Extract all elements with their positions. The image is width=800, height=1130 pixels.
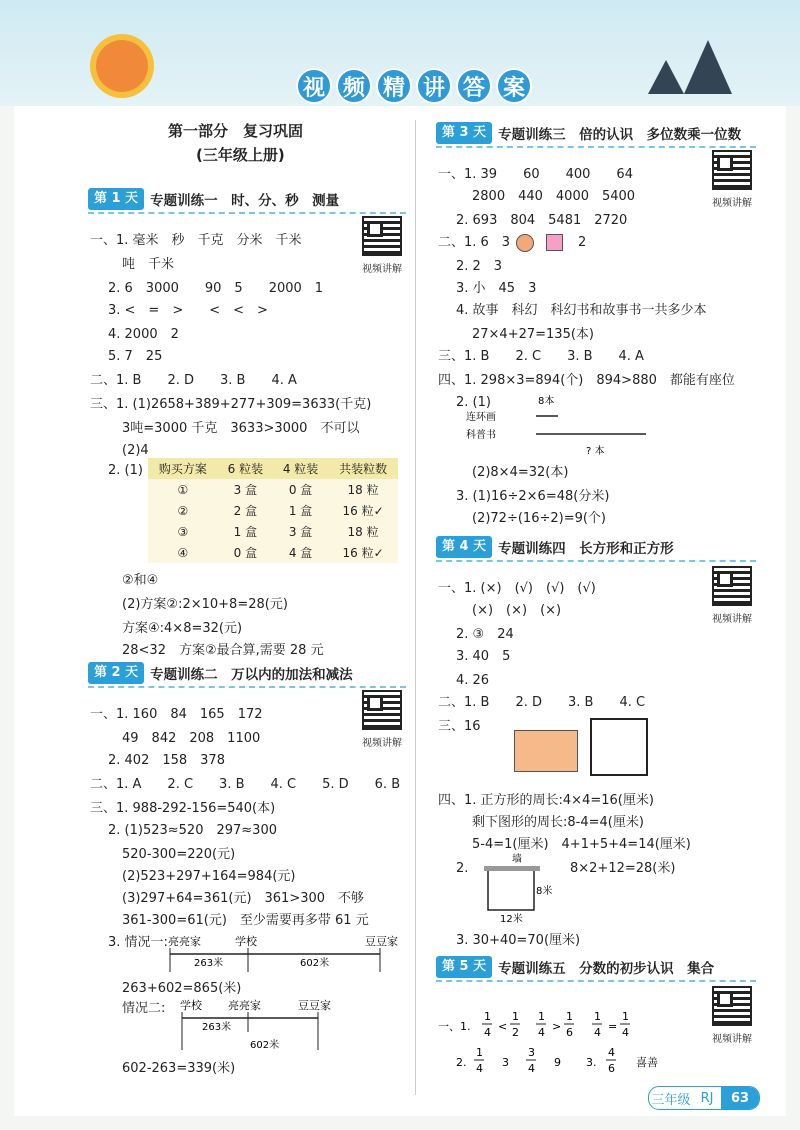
- qr-label: 视频讲解: [712, 614, 752, 625]
- place-label: 豆豆家: [365, 935, 398, 948]
- answer-line: 3吨=3000 千克 3633>3000 不可以: [122, 421, 360, 436]
- compare-sign: <: [498, 1020, 508, 1033]
- answer-line: 二、1. B 2. D 3. B 4. C: [438, 695, 646, 710]
- table-cell: ②: [177, 503, 189, 518]
- table-cell: ③: [177, 524, 189, 539]
- table-cell: 18 粒: [347, 483, 379, 497]
- tree-illustration: [684, 40, 732, 94]
- fence-outline: [488, 871, 534, 910]
- answer-line: 3. 40 5: [456, 649, 511, 664]
- table-cell: 18 粒: [347, 525, 379, 539]
- distance-label: 602米: [250, 1040, 280, 1051]
- diagram-label: 8米: [536, 886, 553, 897]
- bar-diagram: [466, 392, 666, 458]
- denominator: 4: [622, 1026, 629, 1039]
- answer-lead: 3.: [586, 1056, 597, 1069]
- answer-line: (3)297+64=361(元) 361>300 不够: [122, 891, 365, 906]
- denominator: 4: [538, 1026, 545, 1039]
- answer-line: 4. 2000 2: [108, 327, 179, 342]
- answer-line: 602-263=339(米): [122, 1061, 236, 1076]
- answer-line: 4. 故事 科幻 科幻书和故事书一共多少本: [456, 303, 707, 318]
- section-rule: [436, 980, 756, 982]
- answer-line: 情况二:: [122, 1001, 166, 1016]
- table-header: 共装粒数: [328, 458, 398, 479]
- day-badge: 第 5 天: [436, 956, 492, 978]
- section-rule: [436, 146, 756, 148]
- answer-lead: 一、1.: [438, 1020, 471, 1033]
- title-char: 答: [456, 68, 492, 104]
- day-badge: 第 3 天: [436, 122, 492, 144]
- denominator: 2: [512, 1026, 519, 1039]
- day-badge: 第 2 天: [88, 662, 144, 684]
- section-title: 专题训练四 长方形和正方形: [498, 541, 674, 557]
- qr-code-icon[interactable]: [362, 216, 402, 256]
- answer-line: 2800 440 4000 5400: [472, 189, 636, 204]
- answer-line: 2. (1): [108, 463, 143, 478]
- table-header-row: [148, 458, 398, 479]
- distance-label: 602米: [300, 958, 330, 969]
- answer-line: 2. (1): [456, 395, 491, 410]
- place-label: 学校: [180, 999, 202, 1012]
- denominator: 4: [476, 1062, 483, 1075]
- answer-value: 喜善: [636, 1056, 658, 1069]
- answer-line: 5. 7 25: [108, 349, 163, 364]
- table-header: 4 粒装: [273, 458, 328, 479]
- table-cell: 0 盒: [288, 483, 313, 497]
- table-header: 购买方案: [148, 458, 218, 479]
- table-cell: 3 盒: [288, 525, 313, 539]
- column-divider: [415, 120, 416, 1095]
- table-cell: 16 粒✓: [342, 546, 384, 560]
- wall-diagram: [478, 852, 568, 924]
- answer-line: (2)8×4=32(本): [472, 465, 569, 480]
- section-title: 专题训练一 时、分、秒 测量: [150, 193, 340, 209]
- denominator: 6: [608, 1062, 615, 1075]
- answer-line: 三、1. B 2. C 3. B 4. A: [438, 349, 644, 364]
- diagram-label: 12米: [500, 914, 523, 924]
- title-char: 案: [496, 68, 532, 104]
- answer-line: 一、1. 39 60 400 64: [438, 167, 633, 182]
- qr-label: 视频讲解: [712, 198, 752, 209]
- table-cell: 2 盒: [233, 504, 258, 518]
- table-row: [148, 479, 398, 500]
- table-row: [148, 500, 398, 521]
- section-rule: [88, 686, 406, 688]
- day1-header: [88, 188, 339, 210]
- denominator: 6: [566, 1026, 573, 1039]
- circle-shape: [516, 234, 534, 252]
- answer-line: 三、1. (1)2658+389+277+309=3633(千克): [90, 397, 372, 412]
- table-cell: 1 盒: [288, 504, 313, 518]
- section-rule: [436, 560, 756, 562]
- part-title: 第一部分 复习巩固: [168, 122, 304, 140]
- table-cell: 16 粒✓: [342, 504, 384, 518]
- day3-header: [436, 122, 741, 144]
- answer-line: 3. < = > < < >: [108, 303, 268, 318]
- grade-label: 三年级: [651, 1092, 691, 1108]
- diagram-label: 8本: [538, 396, 555, 407]
- table-cell: 4 盒: [288, 546, 313, 560]
- title-char: 视: [296, 68, 332, 104]
- answer-line: 28<32 方案②最合算,需要 28 元: [122, 643, 324, 658]
- section-title: 专题训练三 倍的认识 多位数乘一位数: [498, 127, 742, 143]
- table-row: [148, 542, 398, 563]
- banner-title: [296, 68, 532, 104]
- answer-line: 3. (1)16÷2×6=48(分米): [456, 489, 610, 504]
- qr-label: 视频讲解: [362, 264, 402, 275]
- numerator: 4: [608, 1046, 615, 1059]
- table-cell: ④: [177, 545, 189, 560]
- purchase-table: [148, 458, 398, 563]
- numerator: 1: [538, 1010, 545, 1023]
- answer-line: 2. 2 3: [456, 259, 503, 274]
- qr-code-icon[interactable]: [362, 690, 402, 730]
- answer-line: 三、1. 988-292-156=540(本): [90, 801, 276, 816]
- denominator: 4: [484, 1026, 491, 1039]
- distance-label: 263米: [194, 958, 224, 969]
- qr-code-icon[interactable]: [712, 566, 752, 606]
- day5-header: [436, 956, 714, 978]
- answer-line: 一、1. 毫米 秒 千克 分米 千米: [90, 233, 302, 248]
- table-cell: ①: [177, 482, 189, 497]
- answer-line: 3. 情况一:: [108, 935, 168, 950]
- answer-value: 3: [502, 1056, 509, 1069]
- answer-line: 二、1. A 2. C 3. B 4. C 5. D 6. B: [90, 777, 401, 792]
- answer-line: (2)523+297+164=984(元): [122, 869, 296, 884]
- answer-line: (2)4: [122, 443, 149, 458]
- title-char: 精: [376, 68, 412, 104]
- numerator: 1: [622, 1010, 629, 1023]
- numerator: 1: [566, 1010, 573, 1023]
- answer-line: 2. ③ 24: [456, 627, 514, 642]
- answer-line: ②和④: [122, 573, 159, 588]
- answer-line: 3. 30+40=70(厘米): [456, 933, 581, 948]
- table-row: [148, 521, 398, 542]
- answer-line: 三、16: [438, 719, 481, 734]
- day-badge: 第 1 天: [88, 188, 144, 210]
- answer-line: 49 842 208 1100: [122, 731, 261, 746]
- route-diagram-2: [168, 996, 338, 1054]
- answer-line: 2.: [456, 861, 469, 876]
- answer-line: (2)72÷(16÷2)=9(个): [472, 511, 607, 526]
- qr-label: 视频讲解: [712, 1034, 752, 1045]
- compare-sign: >: [552, 1020, 562, 1033]
- diagram-label: 连环画: [466, 412, 496, 423]
- numerator: 1: [512, 1010, 519, 1023]
- answer-line: 二、1. B 2. D 3. B 4. A: [90, 373, 297, 388]
- rectangle-figure: [514, 730, 578, 772]
- answer-line: 四、1. 298×3=894(个) 894>880 都能有座位: [438, 373, 735, 388]
- answer-line: 27×4+27=135(本): [472, 327, 594, 342]
- qr-code-icon[interactable]: [712, 150, 752, 190]
- answer-line: 3. 小 45 3: [456, 281, 537, 296]
- title-char: 频: [336, 68, 372, 104]
- square-figure: [590, 718, 648, 776]
- answer-line: 2: [578, 235, 587, 250]
- place-label: 学校: [235, 935, 257, 948]
- day4-header: [436, 536, 674, 558]
- answer-value: 9: [554, 1056, 561, 1069]
- qr-label: 视频讲解: [362, 738, 402, 749]
- answer-line: 一、1. 160 84 165 172: [90, 707, 263, 722]
- answer-line: 2. 6 3000 90 5 2000 1: [108, 281, 324, 296]
- numerator: 3: [528, 1046, 535, 1059]
- table-cell: 0 盒: [233, 546, 258, 560]
- answer-line: 520-300=220(元): [122, 847, 236, 862]
- answer-line: (2)方案②:2×10+8=28(元): [122, 597, 288, 612]
- section-rule: [88, 212, 406, 214]
- place-label: 亮亮家: [228, 999, 261, 1012]
- diagram-label: 墙: [512, 854, 522, 865]
- answer-line: 一、1. (×) (√) (√) (√): [438, 581, 596, 596]
- answer-line: (×) (×) (×): [472, 603, 562, 618]
- route-diagram-1: [150, 932, 400, 978]
- qr-code-icon[interactable]: [712, 986, 752, 1026]
- compare-sign: =: [608, 1020, 618, 1033]
- wall-bar: [484, 866, 540, 871]
- day-badge: 第 4 天: [436, 536, 492, 558]
- answer-line: 4. 26: [456, 673, 490, 688]
- numerator: 1: [594, 1010, 601, 1023]
- table-header: 6 粒装: [218, 458, 273, 479]
- version-label: RJ: [700, 1090, 714, 1106]
- answer-line: 361-300=61(元) 至少需要再多带 61 元: [122, 913, 369, 928]
- sun-illustration: [96, 40, 148, 92]
- answer-line: 2. 402 158 378: [108, 753, 225, 768]
- fraction-answers: [436, 1004, 706, 1080]
- denominator: 4: [594, 1026, 601, 1039]
- answer-line: 5-4=1(厘米) 4+1+5+4=14(厘米): [472, 837, 691, 852]
- answer-line: 8×2+12=28(米): [570, 861, 676, 876]
- answer-line: 2. (1)523≈520 297≈300: [108, 823, 277, 838]
- denominator: 4: [528, 1062, 535, 1075]
- answer-line: 吨 千米: [122, 257, 175, 272]
- answer-line: 方案④:4×8=32(元): [122, 621, 243, 636]
- page-footer: [648, 1086, 760, 1110]
- part-subtitle: (三年级上册): [196, 146, 285, 164]
- page-number: 63: [721, 1087, 759, 1109]
- answer-line: 二、1. 6 3: [438, 235, 511, 250]
- answer-line: 剩下图形的周长:8-4=4(厘米): [472, 815, 644, 830]
- place-label: 亮亮家: [168, 935, 201, 948]
- table-cell: 1 盒: [233, 525, 258, 539]
- numerator: 1: [476, 1046, 483, 1059]
- section-title: 专题训练五 分数的初步认识 集合: [498, 961, 715, 977]
- diagram-label: 科普书: [466, 430, 496, 441]
- tree-illustration: [648, 60, 684, 94]
- distance-label: 263米: [202, 1022, 232, 1033]
- place-label: 豆豆家: [298, 999, 331, 1012]
- numerator: 1: [484, 1010, 491, 1023]
- section-title: 专题训练二 万以内的加法和减法: [150, 667, 353, 683]
- title-char: 讲: [416, 68, 452, 104]
- answer-lead: 2.: [456, 1056, 467, 1069]
- table-cell: 3 盒: [233, 483, 258, 497]
- diagram-label: ? 本: [586, 446, 605, 457]
- answer-line: 263+602=865(米): [122, 981, 242, 996]
- answer-line: 2. 693 804 5481 2720: [456, 213, 628, 228]
- square-shape: [546, 234, 563, 251]
- day2-header: [88, 662, 353, 684]
- answer-line: 四、1. 正方形的周长:4×4=16(厘米): [438, 793, 654, 808]
